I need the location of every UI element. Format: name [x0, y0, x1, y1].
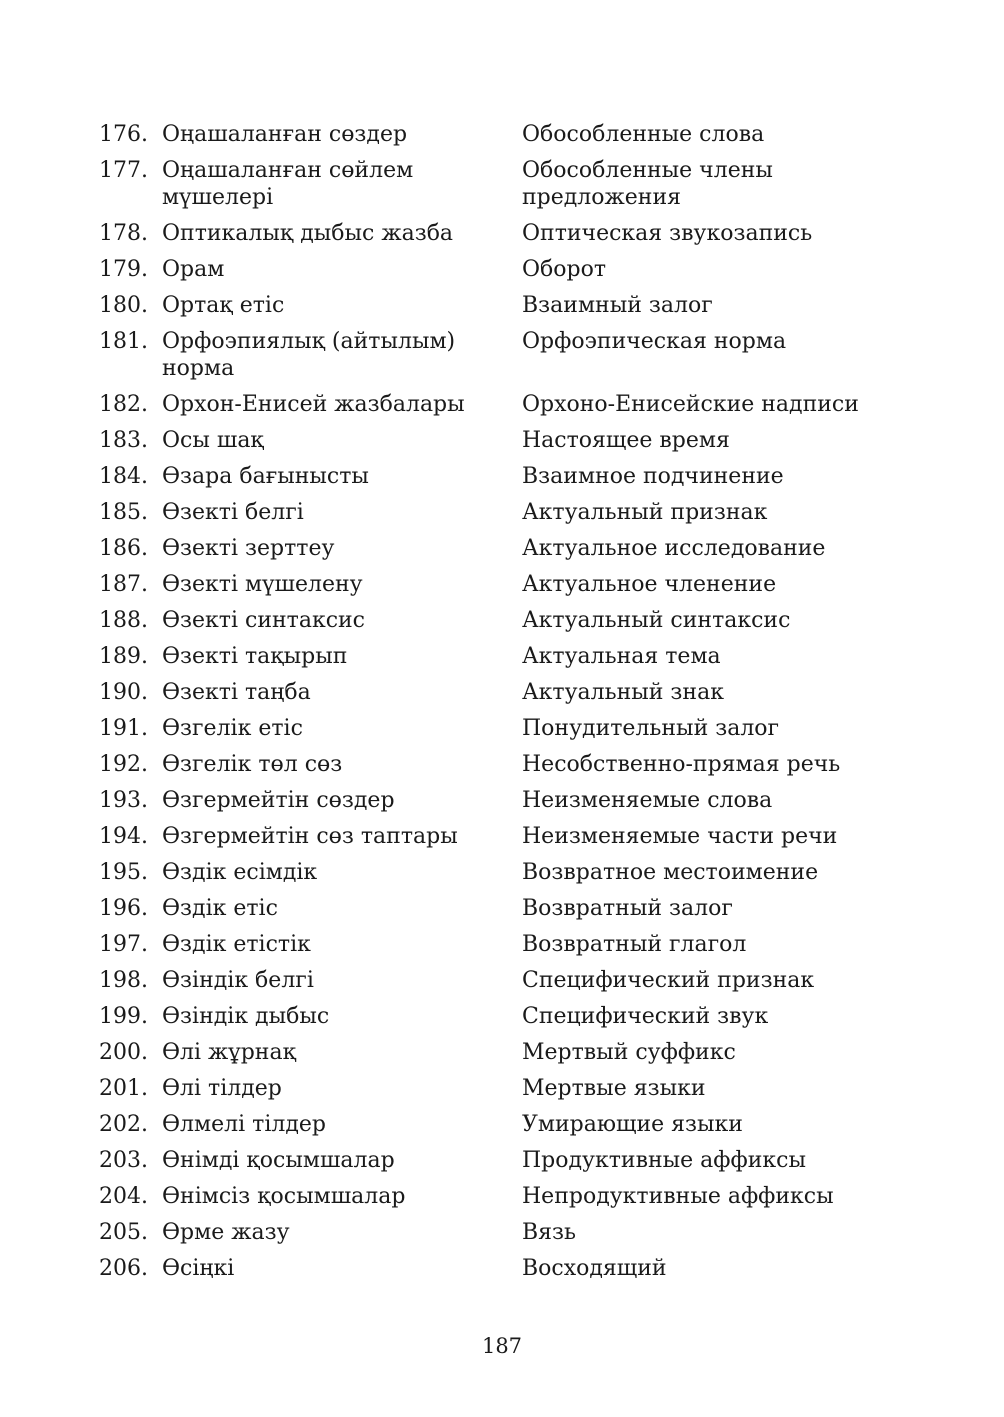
- russian-term: Оборот: [522, 257, 607, 282]
- entry-number: 177.: [99, 158, 148, 183]
- kazakh-term: Өзара бағынысты: [162, 464, 369, 489]
- entry-number: 199.: [99, 1004, 148, 1029]
- russian-term: Неизменяемые слова: [522, 788, 773, 813]
- kazakh-term: Өзгермейтін сөздер: [162, 788, 395, 813]
- glossary-entry: [0, 292, 1004, 319]
- glossary-entry: [0, 931, 1004, 958]
- glossary-entry: [0, 256, 1004, 283]
- entry-number: 176.: [99, 122, 148, 147]
- kazakh-term: Өсіңкі: [162, 1256, 235, 1281]
- kazakh-term: Орхон-Енисей жазбалары: [162, 392, 465, 417]
- kazakh-term: Оптикалық дыбыс жазба: [162, 221, 454, 246]
- entry-number: 197.: [99, 932, 148, 957]
- russian-term: Восходящий: [522, 1256, 667, 1281]
- russian-term: Актуальный знак: [522, 680, 724, 705]
- russian-term: Актуальный признак: [522, 500, 768, 525]
- russian-term: Возвратный залог: [522, 896, 733, 921]
- russian-term: Мертвый суффикс: [522, 1040, 736, 1065]
- kazakh-term: Өзіндік дыбыс: [162, 1004, 330, 1029]
- russian-term: Возвратное местоимение: [522, 860, 819, 885]
- entry-number: 186.: [99, 536, 148, 561]
- glossary-entry: [0, 535, 1004, 562]
- glossary-entry: [0, 1219, 1004, 1246]
- entry-number: 178.: [99, 221, 148, 246]
- entry-number: 183.: [99, 428, 148, 453]
- glossary-entry: [0, 751, 1004, 778]
- kazakh-term: Өздік етіс: [162, 896, 278, 921]
- kazakh-term: Өлі жұрнақ: [162, 1040, 296, 1065]
- glossary-entry: [0, 427, 1004, 454]
- kazakh-term: Өзекті мүшелену: [162, 572, 363, 597]
- glossary-entry: [0, 1183, 1004, 1210]
- glossary-entry: [0, 679, 1004, 706]
- glossary-entry: [0, 157, 1004, 211]
- russian-term: Взаимное подчинение: [522, 464, 784, 489]
- entry-number: 193.: [99, 788, 148, 813]
- russian-term: Взаимный залог: [522, 293, 713, 318]
- russian-term: Актуальное членение: [522, 572, 777, 597]
- russian-term: Вязь: [522, 1220, 577, 1245]
- kazakh-term: Өлі тілдер: [162, 1076, 282, 1101]
- russian-term: Актуальное исследование: [522, 536, 826, 561]
- entry-number: 190.: [99, 680, 148, 705]
- entry-number: 205.: [99, 1220, 148, 1245]
- russian-term: Актуальная тема: [522, 644, 721, 669]
- glossary-entry: [0, 967, 1004, 994]
- entry-number: 196.: [99, 896, 148, 921]
- glossary-entry: [0, 1147, 1004, 1174]
- russian-term: Несобственно-прямая речь: [522, 752, 841, 777]
- glossary-entry: [0, 328, 1004, 382]
- glossary-entry: [0, 895, 1004, 922]
- russian-term: Обособленные члены предложения: [522, 158, 773, 210]
- russian-term: Понудительный залог: [522, 716, 780, 741]
- russian-term: Оптическая звукозапись: [522, 221, 813, 246]
- glossary-entry: [0, 1003, 1004, 1030]
- entry-number: 191.: [99, 716, 148, 741]
- russian-term: Продуктивные аффиксы: [522, 1148, 806, 1173]
- entry-number: 201.: [99, 1076, 148, 1101]
- page-number: 187: [481, 1334, 523, 1358]
- glossary-entry: [0, 571, 1004, 598]
- glossary-entry: [0, 787, 1004, 814]
- glossary-entry: [0, 643, 1004, 670]
- entry-number: 180.: [99, 293, 148, 318]
- kazakh-term: Өзекті тақырып: [162, 644, 348, 669]
- kazakh-term: Өнімсіз қосымшалар: [162, 1184, 406, 1209]
- entry-number: 203.: [99, 1148, 148, 1173]
- kazakh-term: Өзіндік белгі: [162, 968, 314, 993]
- russian-term: Орхоно-Енисейские надписи: [522, 392, 859, 417]
- kazakh-term: Өлмелі тілдер: [162, 1112, 326, 1137]
- entry-number: 182.: [99, 392, 148, 417]
- glossary-entry: [0, 859, 1004, 886]
- entry-number: 188.: [99, 608, 148, 633]
- russian-term: Умирающие языки: [522, 1112, 743, 1137]
- entry-number: 195.: [99, 860, 148, 885]
- kazakh-term: Өзекті белгі: [162, 500, 304, 525]
- russian-term: Специфический звук: [522, 1004, 769, 1029]
- entry-number: 189.: [99, 644, 148, 669]
- entry-number: 198.: [99, 968, 148, 993]
- glossary-entry: [0, 121, 1004, 148]
- russian-term: Настоящее время: [522, 428, 730, 453]
- glossary-entry: [0, 463, 1004, 490]
- glossary-entry: [0, 391, 1004, 418]
- kazakh-term: Өнімді қосымшалар: [162, 1148, 395, 1173]
- kazakh-term: Өрме жазу: [162, 1220, 290, 1245]
- glossary-entry: [0, 1111, 1004, 1138]
- russian-term: Мертвые языки: [522, 1076, 706, 1101]
- russian-term: Актуальный синтаксис: [522, 608, 791, 633]
- kazakh-term: Өздік етістік: [162, 932, 311, 957]
- glossary-entry: [0, 220, 1004, 247]
- kazakh-term: Өзгермейтін сөз таптары: [162, 824, 458, 849]
- russian-term: Непродуктивные аффиксы: [522, 1184, 834, 1209]
- russian-term: Орфоэпическая норма: [522, 329, 787, 354]
- entry-number: 202.: [99, 1112, 148, 1137]
- kazakh-term: Өзекті синтаксис: [162, 608, 365, 633]
- entry-number: 206.: [99, 1256, 148, 1281]
- kazakh-term: Өзгелік етіс: [162, 716, 303, 741]
- russian-term: Специфический признак: [522, 968, 815, 993]
- entry-number: 184.: [99, 464, 148, 489]
- entry-number: 194.: [99, 824, 148, 849]
- glossary-list: [0, 121, 1004, 1291]
- glossary-entry: [0, 1075, 1004, 1102]
- kazakh-term: Оңашаланған сөздер: [162, 122, 408, 147]
- entry-number: 179.: [99, 257, 148, 282]
- entry-number: 187.: [99, 572, 148, 597]
- glossary-entry: [0, 715, 1004, 742]
- kazakh-term: Осы шақ: [162, 428, 264, 453]
- russian-term: Возвратный глагол: [522, 932, 747, 957]
- kazakh-term: Орам: [162, 257, 225, 282]
- glossary-entry: [0, 1039, 1004, 1066]
- russian-term: Неизменяемые части речи: [522, 824, 838, 849]
- glossary-entry: [0, 499, 1004, 526]
- kazakh-term: Орфоэпиялық (айтылым) норма: [162, 329, 456, 381]
- kazakh-term: Өздік есімдік: [162, 860, 318, 885]
- kazakh-term: Өзгелік төл сөз: [162, 752, 343, 777]
- kazakh-term: Өзекті зерттеу: [162, 536, 335, 561]
- kazakh-term: Өзекті таңба: [162, 680, 311, 705]
- glossary-entry: [0, 1255, 1004, 1282]
- entry-number: 200.: [99, 1040, 148, 1065]
- entry-number: 181.: [99, 329, 148, 354]
- glossary-entry: [0, 607, 1004, 634]
- entry-number: 185.: [99, 500, 148, 525]
- entry-number: 192.: [99, 752, 148, 777]
- glossary-entry: [0, 823, 1004, 850]
- entry-number: 204.: [99, 1184, 148, 1209]
- russian-term: Обособленные слова: [522, 122, 765, 147]
- kazakh-term: Ортақ етіс: [162, 293, 285, 318]
- kazakh-term: Оңашаланған сөйлем мүшелері: [162, 158, 414, 210]
